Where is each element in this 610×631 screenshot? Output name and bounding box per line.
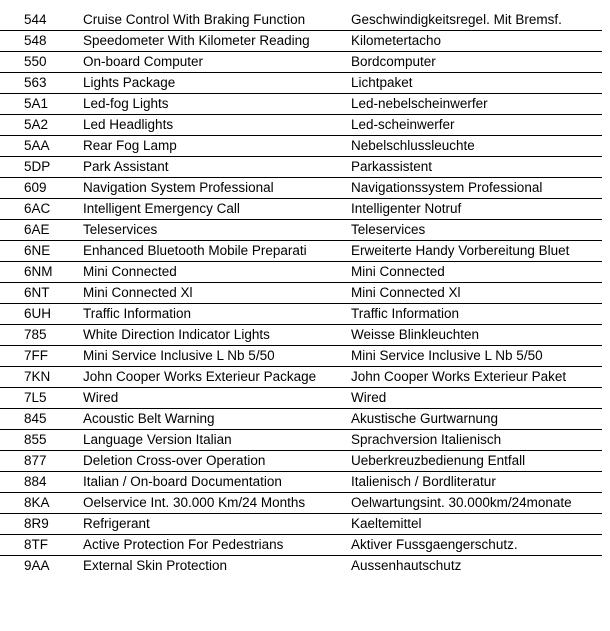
option-german-name-cell: Intelligenter Notruf (351, 199, 602, 220)
option-english-name-cell: Italian / On-board Documentation (83, 472, 351, 493)
option-code-cell: 877 (0, 451, 83, 472)
option-english-name-cell: Mini Connected Xl (83, 283, 351, 304)
table-row (0, 430, 602, 451)
option-code-cell: 7KN (0, 367, 83, 388)
option-english-name-cell: Wired (83, 388, 351, 409)
table-row (0, 94, 602, 115)
option-german-name-cell: Mini Service Inclusive L Nb 5/50 (351, 346, 602, 367)
option-german-name-cell: Bordcomputer (351, 52, 602, 73)
option-code-cell: 785 (0, 325, 83, 346)
table-row (0, 409, 602, 430)
option-code-cell: 6AC (0, 199, 83, 220)
option-english-name-cell: Led-fog Lights (83, 94, 351, 115)
option-german-name-cell: Sprachversion Italienisch (351, 430, 602, 451)
option-german-name-cell: John Cooper Works Exterieur Paket (351, 367, 602, 388)
option-code-cell: 6NM (0, 262, 83, 283)
option-english-name-cell: Park Assistant (83, 157, 351, 178)
option-code-cell: 548 (0, 31, 83, 52)
option-german-name-cell: Parkassistent (351, 157, 602, 178)
option-english-name-cell: Acoustic Belt Warning (83, 409, 351, 430)
option-code-cell: 884 (0, 472, 83, 493)
option-code-cell: 7L5 (0, 388, 83, 409)
option-english-name-cell: Enhanced Bluetooth Mobile Preparati (83, 241, 351, 262)
options-table-body (0, 10, 602, 576)
option-english-name-cell: Refrigerant (83, 514, 351, 535)
table-row (0, 115, 602, 136)
table-row (0, 556, 602, 577)
table-row (0, 367, 602, 388)
table-row (0, 283, 602, 304)
option-english-name-cell: Led Headlights (83, 115, 351, 136)
option-german-name-cell: Mini Connected Xl (351, 283, 602, 304)
table-row (0, 73, 602, 94)
option-english-name-cell: Teleservices (83, 220, 351, 241)
option-code-cell: 609 (0, 178, 83, 199)
option-code-cell: 7FF (0, 346, 83, 367)
option-english-name-cell: Lights Package (83, 73, 351, 94)
table-row (0, 388, 602, 409)
option-code-cell: 6AE (0, 220, 83, 241)
option-english-name-cell: Cruise Control With Braking Function (83, 10, 351, 31)
option-english-name-cell: White Direction Indicator Lights (83, 325, 351, 346)
option-code-cell: 563 (0, 73, 83, 94)
option-code-cell: 845 (0, 409, 83, 430)
option-english-name-cell: Mini Connected (83, 262, 351, 283)
option-german-name-cell: Kaeltemittel (351, 514, 602, 535)
option-german-name-cell: Navigationssystem Professional (351, 178, 602, 199)
option-german-name-cell: Erweiterte Handy Vorbereitung Bluet (351, 241, 602, 262)
option-german-name-cell: Weisse Blinkleuchten (351, 325, 602, 346)
option-english-name-cell: Oelservice Int. 30.000 Km/24 Months (83, 493, 351, 514)
option-german-name-cell: Nebelschlussleuchte (351, 136, 602, 157)
option-german-name-cell: Led-nebelscheinwerfer (351, 94, 602, 115)
option-german-name-cell: Akustische Gurtwarnung (351, 409, 602, 430)
option-german-name-cell: Kilometertacho (351, 31, 602, 52)
option-german-name-cell: Traffic Information (351, 304, 602, 325)
table-row (0, 514, 602, 535)
table-row (0, 157, 602, 178)
table-row (0, 535, 602, 556)
option-german-name-cell: Teleservices (351, 220, 602, 241)
option-code-cell: 8TF (0, 535, 83, 556)
option-code-cell: 855 (0, 430, 83, 451)
option-german-name-cell: Led-scheinwerfer (351, 115, 602, 136)
option-german-name-cell: Oelwartungsint. 30.000km/24monate (351, 493, 602, 514)
table-row (0, 304, 602, 325)
table-row (0, 241, 602, 262)
table-row (0, 178, 602, 199)
option-english-name-cell: Language Version Italian (83, 430, 351, 451)
option-code-cell: 8R9 (0, 514, 83, 535)
table-row (0, 451, 602, 472)
option-english-name-cell: Navigation System Professional (83, 178, 351, 199)
option-german-name-cell: Italienisch / Bordliteratur (351, 472, 602, 493)
table-row (0, 262, 602, 283)
option-code-cell: 550 (0, 52, 83, 73)
table-row (0, 346, 602, 367)
option-english-name-cell: Active Protection For Pedestrians (83, 535, 351, 556)
option-english-name-cell: Mini Service Inclusive L Nb 5/50 (83, 346, 351, 367)
option-code-cell: 544 (0, 10, 83, 31)
table-row (0, 493, 602, 514)
option-german-name-cell: Aktiver Fussgaengerschutz. (351, 535, 602, 556)
table-row (0, 52, 602, 73)
table-row (0, 10, 602, 31)
option-english-name-cell: Speedometer With Kilometer Reading (83, 31, 351, 52)
option-german-name-cell: Wired (351, 388, 602, 409)
table-row (0, 136, 602, 157)
table-row (0, 31, 602, 52)
option-code-cell: 6UH (0, 304, 83, 325)
option-english-name-cell: Intelligent Emergency Call (83, 199, 351, 220)
option-english-name-cell: Traffic Information (83, 304, 351, 325)
table-row (0, 472, 602, 493)
option-code-cell: 9AA (24, 558, 50, 573)
option-code-cell: 8KA (0, 493, 83, 514)
table-row (0, 199, 602, 220)
table-row (0, 325, 602, 346)
option-english-name-cell: Deletion Cross-over Operation (83, 451, 351, 472)
options-table (0, 10, 602, 576)
option-german-name-cell: Mini Connected (351, 262, 602, 283)
option-german-name-cell: Ueberkreuzbedienung Entfall (351, 451, 602, 472)
option-code-cell: 5A1 (0, 94, 83, 115)
table-row (0, 220, 602, 241)
option-english-name-cell: Rear Fog Lamp (83, 136, 351, 157)
option-code-cell: 5DP (0, 157, 83, 178)
option-english-name-cell: On-board Computer (83, 52, 351, 73)
option-code-cell: 6NT (0, 283, 83, 304)
option-english-name-cell: External Skin Protection (83, 558, 228, 573)
option-code-cell: 5AA (0, 136, 83, 157)
option-german-name-cell: Lichtpaket (351, 73, 602, 94)
option-german-name-cell: Aussenhautschutz (351, 558, 462, 573)
option-code-cell: 6NE (0, 241, 83, 262)
option-english-name-cell: John Cooper Works Exterieur Package (83, 367, 351, 388)
option-german-name-cell: Geschwindigkeitsregel. Mit Bremsf. (351, 10, 602, 31)
option-code-cell: 5A2 (0, 115, 83, 136)
